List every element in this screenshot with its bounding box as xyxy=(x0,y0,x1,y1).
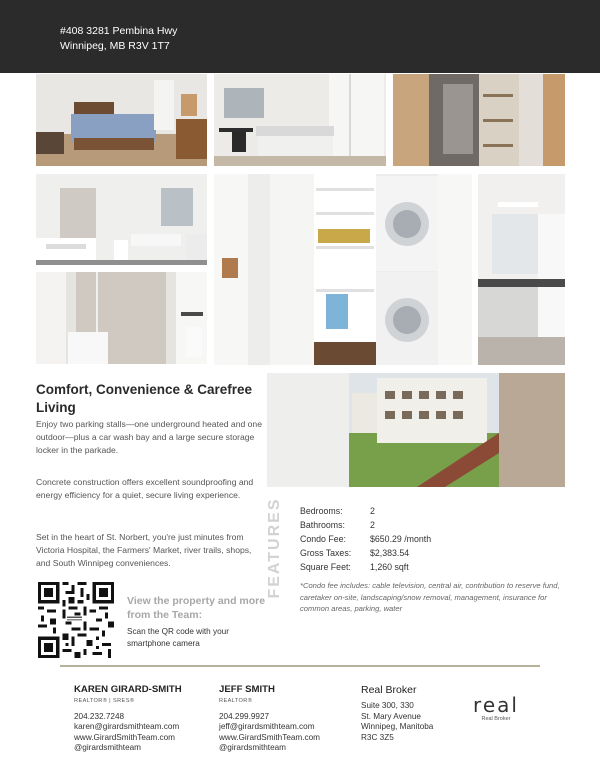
feature-bedrooms xyxy=(300,505,375,517)
description-paragraph-construction: Concrete construction offers excellent soundproofing and energy efficiency for a quiet, secure living experience. xyxy=(36,477,254,500)
bathtub-icon xyxy=(36,174,207,265)
features-label-text: FEATURES xyxy=(266,497,283,599)
condo-fee-note: *Condo fee includes: cable television, central air, contribution to reserve fund, caretaker on-site, landscaping/snow removal, management, insurance for common areas, parking, water xyxy=(300,581,560,613)
photo-storage-room xyxy=(393,74,565,166)
feature-value: 2 xyxy=(370,520,375,530)
address-line-2: Winnipeg, MB R3V 1T7 xyxy=(60,40,170,52)
agent-name: KAREN GIRARD-SMITH xyxy=(74,684,182,695)
feature-condo-fee xyxy=(300,533,431,545)
description-paragraph-parking: Enjoy two parking stalls—one underground heated and one outdoor—plus a car wash bay and a large secure storage locker in the parkade. xyxy=(36,419,262,455)
features-label xyxy=(263,497,287,599)
feature-bathrooms xyxy=(300,519,375,531)
bed-icon xyxy=(36,74,207,166)
agent-phone[interactable]: 204.232.7248 xyxy=(74,711,125,721)
desk-icon xyxy=(214,74,386,166)
shower-icon xyxy=(36,272,207,364)
agent-card-karen xyxy=(74,684,182,754)
photo-bathroom-shower xyxy=(36,272,207,364)
photo-laundry-closet xyxy=(214,174,472,365)
header-bar xyxy=(0,0,600,73)
broker-address-1: Suite 300, 330 xyxy=(361,701,414,710)
agent-title: REALTOR® xyxy=(219,698,253,704)
building-icon xyxy=(267,373,565,487)
feature-gross-taxes xyxy=(300,547,409,559)
qr-title: View the property and more from the Team: xyxy=(127,595,266,621)
broker-name: Real Broker xyxy=(361,684,417,696)
photo-balcony-view xyxy=(267,373,565,487)
feature-value: $2,383.54 xyxy=(370,548,410,558)
footer-divider xyxy=(60,665,540,667)
property-address xyxy=(60,24,177,54)
description-paragraph-location: Set in the heart of St. Norbert, you're just minutes from Victoria Hospital, the Farmers' Market, river trails, shops, and South Winnipeg conveniences. xyxy=(36,532,252,568)
agent-card-jeff xyxy=(219,684,320,754)
washer-icon xyxy=(214,174,472,365)
address-line-1: #408 3281 Pembina Hwy xyxy=(60,25,178,37)
feature-value: $650.29 /month xyxy=(370,534,432,544)
broker-address-3: Winnipeg, Manitoba xyxy=(361,722,434,732)
feature-square-feet xyxy=(300,561,409,573)
agent-website[interactable]: www.GirardSmithTeam.com xyxy=(74,732,175,742)
qr-code[interactable] xyxy=(38,582,114,658)
agent-website[interactable]: www.GirardSmithTeam.com xyxy=(219,732,320,742)
qr-subtitle: Scan the QR code with your smartphone camera xyxy=(127,627,229,648)
real-logo-icon: real xyxy=(473,693,519,717)
feature-label: Bathrooms: xyxy=(300,520,345,530)
photo-bathroom-vanity xyxy=(478,174,565,365)
agent-email[interactable]: jeff@girardsmithteam.com xyxy=(219,722,315,732)
feature-label: Square Feet: xyxy=(300,562,351,572)
photo-bathroom-tub xyxy=(36,174,207,265)
feature-value: 2 xyxy=(370,506,375,516)
broker-address-2: St. Mary Avenue xyxy=(361,711,421,721)
broker-postal: R3C 3Z5 xyxy=(361,732,394,742)
broker-logo xyxy=(465,694,527,730)
vanity-icon xyxy=(478,174,565,365)
photo-bedroom xyxy=(36,74,207,166)
broker-card xyxy=(361,684,433,743)
agent-title: REALTOR® | SRES® xyxy=(74,698,135,704)
shelf-icon xyxy=(393,74,565,166)
agent-social[interactable]: @girardsmithteam xyxy=(74,743,142,753)
description-headline: Comfort, Convenience & Carefree Living xyxy=(36,382,253,415)
logo-subtitle: Real Broker xyxy=(481,716,511,722)
feature-label: Bedrooms: xyxy=(300,506,343,516)
agent-email[interactable]: karen@girardsmithteam.com xyxy=(74,722,180,732)
feature-label: Gross Taxes: xyxy=(300,548,352,558)
feature-value: 1,260 sqft xyxy=(370,562,409,572)
agent-phone[interactable]: 204.299.9927 xyxy=(219,711,270,721)
photo-bedroom-desk xyxy=(214,74,386,166)
agent-social[interactable]: @girardsmithteam xyxy=(219,743,287,753)
qr-code-icon xyxy=(38,582,114,658)
agent-name: JEFF SMITH xyxy=(219,684,275,695)
feature-label: Condo Fee: xyxy=(300,534,346,544)
